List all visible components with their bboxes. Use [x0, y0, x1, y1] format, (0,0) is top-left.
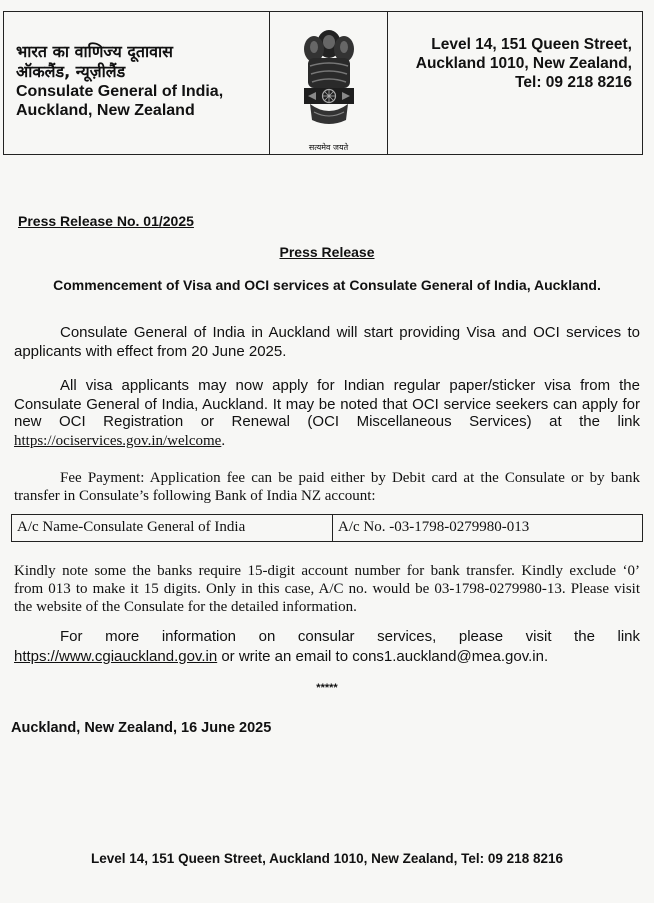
address-line1: Level 14, 151 Queen Street, [431, 36, 632, 53]
para5-line2-rest: or write an email to cons1.auckland@mea.gov.in. [217, 648, 549, 665]
letterhead [3, 11, 643, 155]
para1-line2: applicants with effect from 20 June 2025. [14, 343, 287, 360]
letterhead-address-block [387, 12, 642, 154]
hindi-name-line1: भारत का वाणिज्य दूतावास [16, 42, 173, 61]
para2-line2: Consulate General of India, Auckland. It may be noted that OCI service seekers can apply for [14, 396, 640, 413]
account-name-cell: A/c Name-Consulate General of India [12, 515, 333, 542]
para2-line1: All visa applicants may now apply for Indian regular paper/sticker visa from the [60, 377, 640, 394]
footer-address: Level 14, 151 Queen Street, Auckland 1010, New Zealand, Tel: 09 218 8216 [91, 851, 563, 866]
letterhead-name-block [4, 12, 270, 154]
emblem-block [270, 12, 387, 154]
para2-link-end: . [221, 433, 226, 449]
ashoka-emblem-icon [300, 22, 358, 132]
separator: ***** [316, 682, 338, 694]
para2-line3: new OCI Registration or Renewal (OCI Miscellaneous Services) at the link [14, 413, 640, 430]
press-release-number: Press Release No. 01/2025 [18, 213, 194, 229]
table-row [12, 515, 643, 542]
subheading: Commencement of Visa and OCI services at Consulate General of India, Auckland. [53, 277, 601, 293]
oci-services-link[interactable]: https://ociservices.gov.in/welcome [14, 433, 222, 449]
para3-line2: transfer in Consulate’s following Bank of India NZ account: [14, 488, 376, 504]
account-table [11, 514, 643, 542]
hindi-name-line2: ऑकलैंड, न्यूज़ीलैंड [16, 62, 126, 81]
para3-line1: Fee Payment: Application fee can be paid either by Debit card at the Consulate or by bank [60, 470, 640, 486]
english-name-line2: Auckland, New Zealand [16, 102, 195, 119]
english-name-line1: Consulate General of India, [16, 83, 224, 100]
para4-line2: from 013 to make it 15 digits. Only in this case, A/C no. would be 03-1798-0279980-13. Please visit [14, 581, 640, 597]
para1-line1: Consulate General of India in Auckland will start providing Visa and OCI services to [60, 324, 640, 341]
address-line2: Auckland 1010, New Zealand, [415, 55, 632, 72]
cgi-auckland-link[interactable]: https://www.cgiauckland.gov.in [14, 648, 218, 665]
para4-line3: the website of the Consulate for the detailed information. [14, 599, 357, 615]
address-line3: Tel: 09 218 8216 [515, 74, 632, 91]
emblem-motto: सत्यमेव जयते [308, 143, 349, 152]
page-title: Press Release [279, 244, 375, 260]
para5-line2 [14, 648, 548, 666]
para4-line1: Kindly note some the banks require 15-digit account number for bank transfer. Kindly exclude ‘0’ [14, 563, 640, 579]
para2-line4 [14, 432, 225, 450]
place-date: Auckland, New Zealand, 16 June 2025 [11, 720, 272, 736]
account-number-cell: A/c No. -03-1798-0279980-013 [333, 515, 643, 542]
para5-line1: For more information on consular services, please visit the link [60, 628, 640, 645]
